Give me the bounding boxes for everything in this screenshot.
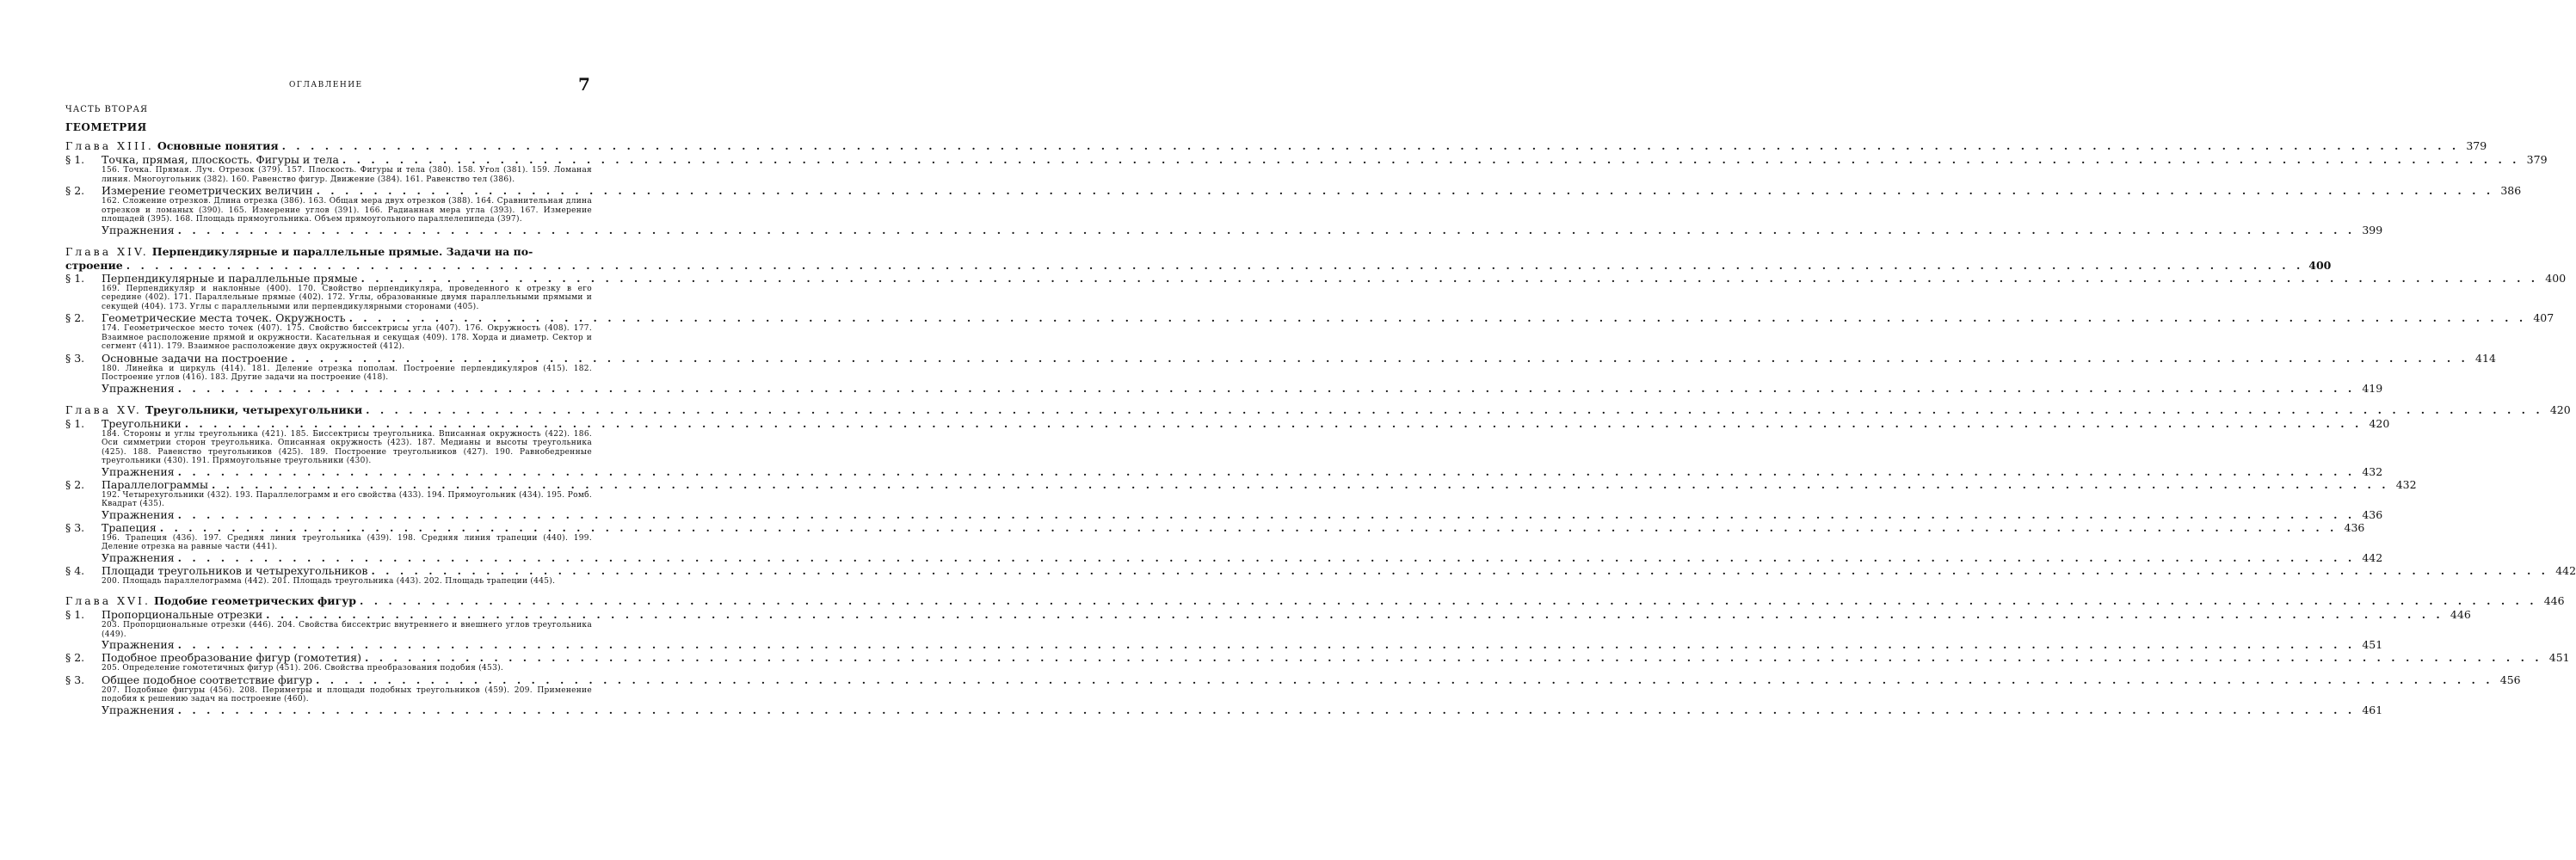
paragraph-title: Трапеция (102, 520, 157, 534)
dot-leader (178, 552, 2356, 564)
exercises-label: Упражнения (102, 464, 175, 478)
chapter-label: Глава XIII. (65, 139, 154, 152)
paragraph-title: Перпендикулярные и параллельные прямые (102, 271, 358, 285)
chapter-heading[interactable] (65, 139, 2487, 153)
toc-paragraph-label (65, 185, 313, 197)
page-ref: 432 (2362, 464, 2383, 478)
toc-paragraph-label (65, 418, 182, 430)
chapter-title: Подобие геометрических фигур (153, 594, 356, 607)
running-head: ОГЛАВЛЕНИЕ (289, 81, 363, 89)
page-ref: 419 (2362, 381, 2383, 395)
exercises-entry[interactable] (102, 703, 2383, 716)
page-ref: 400 (2545, 271, 2567, 285)
paragraph-title: Параллелограммы (102, 477, 208, 491)
exercises-entry[interactable] (102, 550, 2383, 564)
page-ref: 407 (2533, 311, 2554, 324)
exercises-entry[interactable] (102, 223, 2383, 236)
paragraph-title: Треугольники (102, 416, 182, 430)
dot-leader (212, 479, 2389, 491)
paragraph-number: § 1. (65, 608, 85, 621)
page-ref: 436 (2362, 507, 2383, 521)
exercises-entry-label (102, 383, 175, 395)
paragraph-items: 162. Сложение отрезков. Длина отрезка (386). 163. Общая мера двух отрезков (388). 164. Сравнительная длина отрезков и ломаных (390). 165. Измерение углов (391). 166. Радианная мера угла (393). 167. Измерение площадей (395). 168. Площадь прямоугольника. Объем прямоугольного параллелепипеда (397). (102, 197, 592, 224)
exercises-label: Упражнения (102, 703, 175, 716)
exercises-label: Упражнения (102, 381, 175, 395)
exercises-label: Упражнения (102, 223, 175, 236)
page-ref: 451 (2548, 651, 2570, 664)
paragraph-title: Измерение геометрических величин (102, 184, 313, 197)
dot-leader (342, 154, 2520, 166)
chapter-heading[interactable] (65, 402, 2571, 417)
paragraph-title: Основные задачи на построение (102, 351, 288, 365)
page-ref: 446 (2450, 608, 2471, 621)
exercises-entry-label (102, 466, 175, 478)
paragraph-items: 203. Пропорциональные отрезки (446). 204. Свойства биссектрис внутреннего и внешнего углов треугольника (449). (102, 621, 592, 639)
chapter-label: Глава XIV. (65, 244, 149, 258)
dot-leader (178, 704, 2356, 716)
section-title: ГЕОМЕТРИЯ (65, 121, 147, 133)
toc-paragraph[interactable] (65, 416, 2390, 430)
page-ref: 456 (2499, 673, 2521, 686)
exercises-entry[interactable] (102, 464, 2383, 478)
page-ref: 379 (2466, 139, 2487, 152)
chapter-title: Перпендикулярные и параллельные прямые. Задачи на по- (151, 244, 533, 258)
paragraph-title: Точка, прямая, плоскость. Фигуры и тела (102, 153, 339, 166)
toc-paragraph[interactable] (65, 563, 2576, 577)
page-ref: 414 (2475, 351, 2496, 365)
paragraph-number: § 3. (65, 520, 85, 534)
page-ref: 442 (2362, 550, 2383, 564)
chapter-heading-label (65, 594, 356, 608)
toc-paragraph[interactable] (65, 608, 2471, 621)
page-ref: 461 (2362, 703, 2383, 716)
page-ref: 420 (2369, 416, 2390, 430)
paragraph-title: Пропорциональные отрезки (102, 608, 263, 621)
page-ref: 436 (2344, 520, 2365, 534)
page-number: 7 (578, 74, 590, 95)
paragraph-items: 207. Подобные фигуры (456). 208. Периметры и площади подобных треугольников (459). 209. Применение подобия к решению задач на построение (460). (102, 685, 592, 703)
chapter-gap (65, 395, 592, 400)
paragraph-number: § 2. (65, 184, 85, 197)
paragraph-number: § 3. (65, 351, 85, 365)
chapter-heading-cont[interactable] (65, 258, 2332, 272)
toc-paragraph[interactable] (65, 651, 2570, 664)
toc-paragraph-label (65, 652, 361, 664)
exercises-entry[interactable] (102, 381, 2383, 395)
toc-paragraph[interactable] (65, 477, 2417, 491)
dot-leader (366, 403, 2543, 417)
toc-paragraph[interactable] (65, 673, 2521, 686)
dot-leader (317, 185, 2494, 197)
toc-paragraph-label (65, 479, 208, 491)
exercises-entry-label (102, 509, 175, 521)
page-ref: 432 (2395, 477, 2417, 491)
dot-leader (365, 652, 2542, 664)
toc-paragraph[interactable] (65, 184, 2522, 197)
chapter-heading-label (65, 139, 279, 153)
dot-leader (291, 353, 2468, 365)
paragraph-items: 200. Площадь параллелограмма (442). 201. Площадь треугольника (443). 202. Площадь трапеции (445). (102, 576, 556, 586)
chapter-heading-cont-label (65, 259, 123, 272)
paragraph-title: Подобное преобразование фигур (гомотетия) (102, 651, 362, 664)
page-ref: 399 (2362, 223, 2383, 236)
page-ref: 400 (2308, 258, 2332, 272)
chapter-heading-label (65, 403, 362, 417)
paragraph-number: § 1. (65, 153, 85, 166)
chapter-label: Глава XVI. (65, 594, 151, 607)
dot-leader (185, 418, 2363, 430)
paragraph-items: 192. Четырехугольники (432). 193. Параллелограмм и его свойства (433). 194. Прямоугольник (434). 195. Ромб. Квадрат (435). (102, 490, 592, 508)
dot-leader (126, 259, 2304, 272)
dot-leader (371, 565, 2548, 577)
chapter-heading[interactable] (65, 245, 592, 259)
toc-paragraph[interactable] (65, 311, 2554, 324)
dot-leader (361, 273, 2539, 285)
chapter-title-cont: строение (65, 258, 123, 272)
exercises-label: Упражнения (102, 550, 175, 564)
paragraph-number: § 3. (65, 673, 85, 686)
exercises-label: Упражнения (102, 638, 175, 651)
toc-paragraph[interactable] (65, 271, 2567, 285)
toc-paragraph[interactable] (65, 153, 2548, 166)
paragraph-number: § 2. (65, 477, 85, 491)
chapter-title: Треугольники, четырехугольники (145, 402, 363, 416)
toc-paragraph-label (65, 609, 262, 621)
chapter-heading[interactable] (65, 594, 2565, 608)
dot-leader (178, 466, 2356, 478)
toc-paragraph-label (65, 273, 358, 285)
dot-leader (266, 609, 2444, 621)
dot-leader (178, 383, 2356, 395)
exercises-entry[interactable] (102, 507, 2383, 521)
paragraph-number: § 1. (65, 416, 85, 430)
page-ref: 442 (2555, 563, 2576, 577)
toc-paragraph-label (65, 312, 346, 324)
paragraph-number: § 2. (65, 311, 85, 324)
toc-paragraph-label (65, 154, 339, 166)
page-ref: 420 (2549, 402, 2571, 416)
dot-leader (316, 674, 2493, 686)
paragraph-items: 169. Перпендикуляр и наклонные (400). 170. Свойство перпендикуляра, проведенного к отрезку в его середине (402). 171. Параллельные прямые (402). 172. Углы, образованные двумя параллельными прямыми и секущей (404). 173. Углы с параллельными или перпендикулярными сторонами (405). (102, 284, 592, 311)
paragraph-items: 184. Стороны и углы треугольника (421). 185. Биссектрисы треугольника. Вписанная окружность (422). 186. Оси симметрии сторон треугольника. Описанная окружность (423). 187. Медианы и высоты треугольника (425). 188. Равенство треугольников (425). 189. Построение треугольников (427). 190. Равнобедренные треугольники (430). 191. Прямоугольные треугольники (430). (102, 429, 592, 465)
paragraph-title: Площади треугольников и четырехугольников (102, 563, 368, 577)
dot-leader (178, 639, 2356, 651)
paragraph-title: Геометрические места точек. Окружность (102, 311, 346, 324)
part-title: ЧАСТЬ ВТОРАЯ (65, 105, 149, 114)
exercises-entry-label (102, 552, 175, 564)
page-ref: 386 (2500, 184, 2522, 197)
toc-paragraph-label (65, 565, 367, 577)
dot-leader (349, 312, 2527, 324)
toc-paragraph[interactable] (65, 520, 2365, 534)
chapter-gap (65, 236, 592, 242)
toc-paragraph-label (65, 522, 157, 534)
table-of-contents (65, 136, 2576, 716)
paragraph-items: 156. Точка. Прямая. Луч. Отрезок (379). 157. Плоскость. Фигуры и тела (380). 158. Угол (381). 159. Ломаная линия. Многоугольник (382). 160. Равенство фигур. Движение (384). 161. Равенство тел (386). (102, 166, 592, 184)
paragraph-title: Общее подобное соответствие фигур (102, 673, 312, 686)
page-ref: 446 (2543, 594, 2565, 607)
chapter-gap (65, 586, 592, 591)
chapter-label: Глава XV. (65, 402, 142, 416)
page-ref: 379 (2526, 153, 2548, 166)
exercises-entry-label (102, 704, 175, 716)
exercises-entry-label (102, 224, 175, 236)
paragraph-items: 174. Геометрическое место точек (407). 175. Свойство биссектрисы угла (407). 176. Окружность (408). 177. Взаимное расположение прямой и окружности. Касательная и секущая (409). 178. Хорда и диаметр. Сектор и сегмент (411). 179. Взаимное расположение двух окружностей (412). (102, 324, 592, 351)
exercises-entry-label (102, 639, 175, 651)
page-ref: 451 (2362, 638, 2383, 651)
exercises-label: Упражнения (102, 507, 175, 521)
exercises-entry[interactable] (102, 638, 2383, 651)
paragraph-items: 205. Определение гомотетичных фигур (451). 206. Свойства преобразования подобия (453). (102, 664, 504, 673)
paragraph-items: 180. Линейка и циркуль (414). 181. Деление отрезка пополам. Построение перпендикуляров (415). 182. Построение углов (416). 183. Другие задачи на построение (418). (102, 364, 592, 382)
dot-leader (160, 522, 2338, 534)
toc-paragraph[interactable] (65, 351, 2496, 365)
chapter-title: Основные понятия (157, 139, 279, 152)
dot-leader (178, 224, 2356, 236)
toc-paragraph-label (65, 674, 312, 686)
paragraph-number: § 2. (65, 651, 85, 664)
paragraph-number: § 1. (65, 271, 85, 285)
dot-leader (360, 594, 2537, 608)
paragraph-number: § 4. (65, 563, 85, 577)
paragraph-items: 196. Трапеция (436). 197. Средняя линия треугольника (439). 198. Средняя линия трапеции (440). 199. Деление отрезка на равные части (441). (102, 533, 592, 551)
dot-leader (282, 139, 2460, 153)
toc-paragraph-label (65, 353, 287, 365)
dot-leader (178, 509, 2356, 521)
